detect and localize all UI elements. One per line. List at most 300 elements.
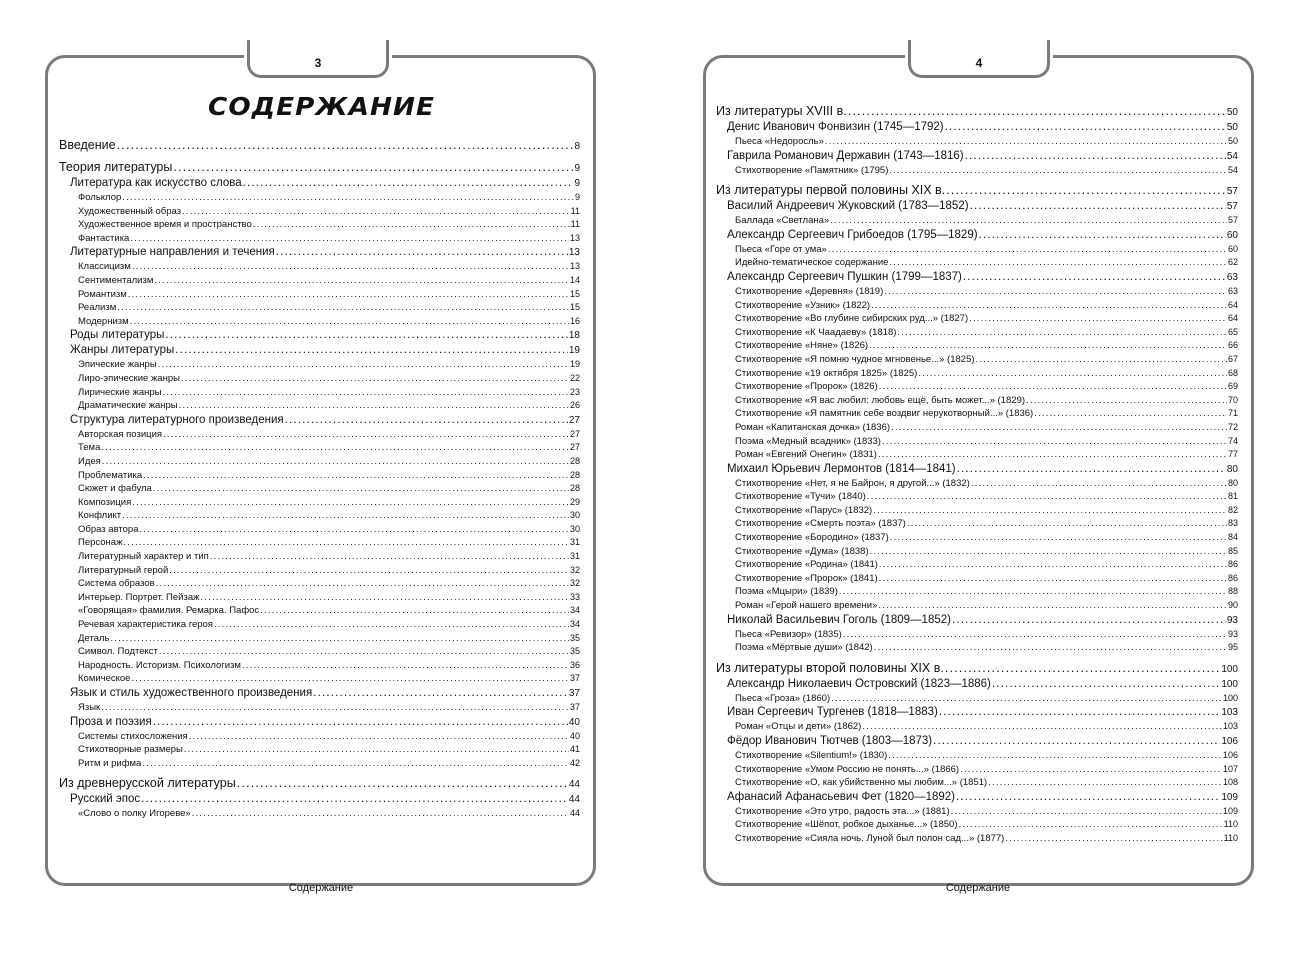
toc-dot-leader — [956, 790, 1220, 805]
toc-entry-title: Теория литературы — [59, 160, 173, 174]
toc-entry-title: Из литературы второй половины XIX в. — [716, 660, 944, 675]
toc-entry — [716, 805, 1238, 819]
toc-entry-title: Стихотворение «Смерть поэта» (1837) — [735, 518, 906, 530]
toc-dot-leader — [889, 256, 1227, 270]
toc-entry — [59, 715, 580, 730]
toc-entry — [716, 394, 1238, 408]
toc-dot-leader — [870, 545, 1227, 559]
toc-dot-leader — [970, 199, 1226, 214]
toc-dot-leader — [192, 807, 569, 821]
toc-dot-leader — [122, 509, 569, 523]
toc-entry-title: Роман «Евгений Онегин» (1831) — [735, 449, 877, 461]
toc-entry — [716, 448, 1238, 462]
toc-entry-title: Пьеса «Ревизор» (1835) — [735, 628, 842, 640]
right-page-footer: Содержание — [945, 882, 1011, 894]
toc-entry-title: Русский эпос — [70, 793, 141, 806]
toc-entry-page: 62 — [1227, 257, 1238, 268]
toc-entry-page: 18 — [568, 330, 580, 342]
toc-entry-title: Стихотворение «Узник» (1822) — [735, 299, 871, 311]
toc-entry-page: 106 — [1222, 750, 1238, 760]
toc-dot-leader — [946, 181, 1226, 199]
toc-entry — [716, 720, 1238, 734]
toc-dot-leader — [158, 358, 569, 372]
toc-entry-page: 32 — [569, 564, 580, 575]
toc-entry-title: «Говорящая» фамилия. Ремарка. Пафос — [78, 605, 260, 617]
toc-entry-page: 13 — [568, 247, 580, 259]
toc-entry-page: 9 — [574, 163, 580, 174]
toc-entry-page: 80 — [1227, 477, 1238, 488]
toc-dot-leader — [210, 550, 569, 564]
toc-entry-title: Александр Сергеевич Грибоедов (1795—1829) — [727, 228, 978, 241]
toc-dot-leader — [945, 120, 1226, 135]
toc-entry — [716, 120, 1238, 135]
toc-entry-page: 80 — [1226, 463, 1238, 475]
toc-entry-title: Стихотворение «Пророк» (1826) — [735, 381, 878, 393]
toc-entry-title: Символ. Подтекст — [78, 646, 158, 658]
toc-entry-title: Стихотворение «Я помню чудное мгновенье...» (1825) — [735, 353, 975, 365]
toc-dot-leader — [285, 413, 568, 428]
toc-entry — [59, 792, 580, 807]
toc-entry — [59, 441, 580, 455]
toc-dot-leader — [165, 328, 568, 343]
toc-dot-leader — [101, 441, 569, 455]
toc-entry — [59, 550, 580, 564]
toc-entry-title: Литературные направления и течения — [70, 246, 275, 259]
toc-entry-page: 8 — [574, 141, 580, 152]
toc-entry-title: Идея — [78, 455, 101, 467]
toc-entry — [716, 692, 1238, 706]
toc-entry — [59, 176, 580, 191]
toc-entry-title: Роман «Капитанская дочка» (1836) — [735, 421, 891, 433]
toc-dot-leader — [882, 435, 1227, 449]
toc-entry-page: 26 — [569, 400, 580, 411]
toc-entry — [716, 228, 1238, 243]
toc-dot-leader — [907, 517, 1227, 531]
right-page-number: 4 — [975, 56, 983, 70]
toc-dot-leader — [878, 448, 1227, 462]
toc-entry-title: Пьеса «Горе от ума» — [735, 243, 827, 255]
toc-entry-title: Ритм и рифма — [78, 757, 142, 769]
toc-entry — [59, 315, 580, 329]
toc-dot-leader — [173, 158, 573, 176]
toc-entry-title: Из литературы первой половины XIX в. — [716, 183, 946, 198]
toc-dot-leader — [871, 299, 1227, 313]
toc-entry-title: Пьеса «Недоросль» — [735, 136, 824, 147]
toc-dot-leader — [132, 496, 569, 510]
toc-dot-leader — [843, 628, 1227, 642]
toc-entry — [716, 256, 1238, 270]
toc-entry-page: 57 — [1226, 186, 1238, 198]
toc-entry-title: Образ автора — [78, 523, 139, 535]
toc-entry-page: 57 — [1226, 201, 1238, 213]
right-toc — [716, 102, 1238, 846]
toc-entry — [716, 285, 1238, 299]
toc-dot-leader — [873, 504, 1227, 518]
toc-dot-leader — [163, 428, 569, 442]
toc-dot-leader — [848, 102, 1226, 120]
toc-entry — [59, 564, 580, 578]
toc-dot-leader — [828, 243, 1227, 257]
toc-dot-leader — [200, 591, 569, 605]
toc-entry — [716, 243, 1238, 257]
toc-entry-page: 37 — [569, 673, 580, 684]
toc-entry — [716, 299, 1238, 313]
toc-entry — [716, 734, 1238, 749]
toc-entry-page: 100 — [1221, 678, 1238, 690]
toc-entry-title: Стихотворение «Пророк» (1841) — [735, 572, 878, 584]
toc-entry-title: Стихотворение «Умом Россию не понять...» (1866) — [735, 763, 960, 775]
toc-entry — [716, 545, 1238, 559]
toc-entry — [59, 386, 580, 400]
toc-entry — [59, 743, 580, 757]
toc-entry — [59, 301, 580, 315]
toc-entry — [59, 469, 580, 483]
toc-entry-page: 19 — [569, 359, 580, 370]
toc-dot-leader — [879, 572, 1227, 586]
toc-dot-leader — [918, 367, 1227, 381]
toc-entry-page: 60 — [1227, 243, 1238, 254]
toc-entry-title: Гаврила Романович Державин (1743—1816) — [727, 149, 964, 162]
toc-entry — [59, 358, 580, 372]
toc-entry-page: 100 — [1222, 692, 1238, 703]
toc-entry-page: 84 — [1227, 532, 1238, 543]
toc-dot-leader — [253, 218, 570, 232]
left-toc — [59, 136, 580, 821]
toc-entry-title: Речевая характеристика героя — [78, 619, 213, 631]
toc-dot-leader — [242, 659, 569, 673]
toc-entry-page: 14 — [569, 274, 580, 285]
toc-entry — [59, 672, 580, 686]
toc-entry-page: 103 — [1222, 721, 1238, 732]
toc-entry-page: 28 — [569, 455, 580, 466]
toc-dot-leader — [878, 599, 1227, 613]
toc-entry — [716, 677, 1238, 692]
toc-entry-page: 103 — [1221, 707, 1238, 719]
toc-entry — [716, 705, 1238, 720]
toc-dot-leader — [214, 618, 569, 632]
toc-entry-title: Стихотворные размеры — [78, 744, 183, 756]
toc-entry-page: 15 — [569, 302, 580, 313]
toc-entry — [716, 818, 1238, 832]
toc-entry — [59, 701, 580, 715]
toc-dot-leader — [143, 469, 569, 483]
toc-entry-title: Проза и поэзия — [70, 715, 152, 728]
toc-dot-leader — [141, 792, 568, 807]
toc-entry-title: Авторская позиция — [78, 428, 163, 440]
toc-entry — [59, 232, 580, 246]
toc-dot-leader — [237, 774, 568, 792]
toc-dot-leader — [830, 214, 1227, 228]
toc-entry — [59, 730, 580, 744]
toc-entry-page: 30 — [569, 510, 580, 521]
toc-entry-title: Стихотворение «Родина» (1841) — [735, 559, 878, 571]
toc-entry — [59, 645, 580, 659]
toc-entry-title: Лиро-эпические жанры — [78, 372, 180, 384]
toc-entry — [59, 496, 580, 510]
toc-entry-page: 23 — [569, 386, 580, 397]
toc-entry — [716, 135, 1238, 149]
toc-entry-title: Сентиментализм — [78, 274, 154, 286]
toc-dot-leader — [153, 715, 568, 730]
toc-entry-page: 107 — [1222, 763, 1238, 774]
toc-entry-page: 11 — [570, 205, 580, 216]
toc-entry-title: Стихотворение «Деревня» (1819) — [735, 285, 884, 297]
toc-dot-leader — [140, 523, 569, 537]
toc-dot-leader — [156, 577, 569, 591]
toc-entry — [716, 199, 1238, 214]
toc-dot-leader — [825, 135, 1227, 149]
toc-entry — [59, 591, 580, 605]
toc-dot-leader — [945, 659, 1220, 677]
toc-entry — [59, 288, 580, 302]
toc-entry-page: 27 — [569, 442, 580, 453]
toc-dot-leader — [123, 536, 569, 550]
toc-entry — [716, 504, 1238, 518]
toc-entry — [716, 214, 1238, 228]
toc-entry-page: 30 — [569, 523, 580, 534]
toc-entry-title: Деталь — [78, 632, 110, 644]
toc-entry-page: 54 — [1227, 164, 1238, 175]
toc-dot-leader — [988, 776, 1222, 790]
toc-entry-title: Василий Андреевич Жуковский (1783—1852) — [727, 200, 969, 213]
toc-dot-leader — [939, 705, 1220, 720]
toc-entry-page: 37 — [568, 688, 580, 699]
toc-dot-leader — [110, 632, 569, 646]
toc-dot-leader — [182, 205, 570, 219]
toc-entry — [59, 523, 580, 537]
toc-entry-page: 15 — [569, 288, 580, 299]
toc-entry — [59, 191, 580, 205]
toc-dot-leader — [874, 641, 1227, 655]
toc-entry-page: 35 — [569, 632, 580, 643]
toc-entry — [59, 218, 580, 232]
toc-dot-leader — [153, 482, 569, 496]
toc-entry-page: 95 — [1227, 642, 1238, 653]
toc-entry — [716, 763, 1238, 777]
left-page-number: 3 — [314, 56, 322, 70]
toc-entry-page: 27 — [569, 428, 580, 439]
toc-entry-title: Сюжет и фабула — [78, 483, 152, 495]
toc-entry-title: Комическое — [78, 673, 131, 685]
toc-dot-leader — [131, 672, 569, 686]
toc-entry — [716, 339, 1238, 353]
toc-entry-title: Язык и стиль художественного произведения — [70, 687, 313, 699]
toc-entry — [716, 435, 1238, 449]
toc-dot-leader — [179, 399, 569, 413]
toc-entry-title: Стихотворение «Нет, я не Байрон, я другой...» (1832) — [735, 477, 970, 489]
toc-entry-page: 81 — [1227, 491, 1238, 502]
toc-entry-title: Поэма «Медный всадник» (1833) — [735, 435, 881, 447]
toc-entry-page: 63 — [1227, 285, 1238, 296]
toc-entry — [59, 686, 580, 701]
toc-entry — [716, 572, 1238, 586]
toc-entry-page: 77 — [1227, 449, 1238, 460]
toc-dot-leader — [102, 455, 569, 469]
toc-entry — [59, 372, 580, 386]
toc-entry-title: Денис Иванович Фонвизин (1745—1792) — [727, 121, 944, 133]
toc-dot-leader — [951, 805, 1222, 819]
toc-entry — [59, 428, 580, 442]
toc-entry — [716, 421, 1238, 435]
left-page-footer: Содержание — [288, 882, 354, 894]
toc-entry-title: Из древнерусской литературы — [59, 776, 236, 791]
toc-entry-page: 90 — [1227, 600, 1238, 611]
toc-entry-page: 71 — [1227, 408, 1238, 419]
toc-entry-page: 110 — [1223, 832, 1238, 843]
toc-entry-title: Литературный характер и тип — [78, 551, 209, 563]
toc-entry-title: Романтизм — [78, 288, 127, 300]
toc-entry-title: Эпические жанры — [78, 359, 157, 371]
toc-dot-leader — [130, 232, 569, 246]
toc-entry — [716, 477, 1238, 491]
toc-entry — [59, 577, 580, 591]
toc-entry-title: Иван Сергеевич Тургенев (1818—1883) — [727, 706, 938, 719]
toc-entry — [716, 164, 1238, 178]
toc-dot-leader — [960, 763, 1222, 777]
toc-entry-page: 100 — [1221, 663, 1238, 675]
toc-entry-title: Стихотворение «Дума» (1838) — [735, 545, 869, 557]
toc-entry — [716, 367, 1238, 381]
toc-entry — [716, 641, 1238, 655]
toc-entry — [716, 613, 1238, 628]
toc-entry-page: 50 — [1226, 122, 1238, 133]
toc-entry-page: 63 — [1226, 271, 1238, 283]
toc-dot-leader — [867, 490, 1227, 504]
toc-entry-page: 85 — [1227, 545, 1238, 556]
toc-dot-leader — [313, 686, 568, 701]
toc-entry-title: Поэма «Мёртвые души» (1842) — [735, 642, 873, 654]
toc-entry-page: 54 — [1226, 150, 1238, 162]
toc-entry-page: 42 — [569, 757, 580, 768]
toc-entry-title: Александр Сергеевич Пушкин (1799—1837) — [727, 270, 962, 283]
toc-entry — [716, 326, 1238, 340]
toc-entry — [59, 455, 580, 469]
toc-entry-title: Жанры литературы — [70, 344, 175, 357]
toc-entry-title: Фантастика — [78, 232, 130, 244]
toc-dot-leader — [1005, 832, 1222, 846]
toc-entry — [716, 558, 1238, 572]
toc-entry-title: Стихотворение «Я памятник себе воздвиг нерукотворный...» (1836) — [735, 408, 1034, 420]
toc-entry-title: Художественное время и пространство — [78, 219, 252, 231]
toc-entry-title: Проблематика — [78, 469, 143, 481]
toc-entry-page: 34 — [569, 619, 580, 630]
toc-entry — [716, 102, 1238, 120]
toc-entry-title: Литературный герой — [78, 564, 169, 576]
toc-entry-title: Баллада «Светлана» — [735, 215, 830, 227]
toc-entry — [59, 343, 580, 358]
toc-entry-page: 57 — [1227, 215, 1238, 226]
toc-entry-title: Александр Николаевич Островский (1823—1886) — [727, 677, 991, 690]
toc-dot-leader — [831, 692, 1222, 706]
toc-dot-leader — [169, 564, 569, 578]
toc-entry-title: Из литературы XVIII в. — [716, 104, 847, 118]
toc-dot-leader — [130, 315, 569, 329]
toc-dot-leader — [888, 749, 1222, 763]
toc-entry-title: Конфликт — [78, 510, 122, 522]
toc-entry — [59, 413, 580, 428]
toc-entry-page: 13 — [569, 261, 580, 272]
toc-entry — [59, 509, 580, 523]
toc-entry-page: 11 — [570, 219, 580, 230]
toc-entry-page: 69 — [1227, 381, 1238, 392]
toc-entry — [716, 312, 1238, 326]
toc-entry-page: 83 — [1227, 518, 1238, 529]
toc-dot-leader — [889, 164, 1227, 178]
toc-dot-leader — [117, 136, 574, 154]
toc-entry — [716, 181, 1238, 199]
toc-entry-title: Персонаж — [78, 537, 123, 549]
toc-entry-title: Структура литературного произведения — [70, 413, 284, 426]
toc-entry-page: 34 — [569, 605, 580, 616]
toc-entry-title: Роды литературы — [70, 329, 165, 342]
toc-entry — [59, 618, 580, 632]
toc-entry-page: 29 — [569, 496, 580, 507]
toc-entry-title: Стихотворение «Я вас любил: любовь ещё, быть может...» (1829) — [735, 394, 1026, 406]
toc-entry-page: 64 — [1227, 299, 1238, 310]
toc-entry-page: 36 — [569, 659, 580, 670]
toc-entry-title: Классицизм — [78, 261, 131, 273]
toc-entry-page: 82 — [1227, 504, 1238, 515]
toc-entry-title: «Слово о полку Игореве» — [78, 808, 191, 820]
toc-entry-page: 67 — [1227, 353, 1238, 364]
toc-entry — [59, 328, 580, 343]
toc-entry-page: 110 — [1223, 819, 1238, 830]
toc-entry — [716, 749, 1238, 763]
toc-entry-title: Драматические жанры — [78, 400, 178, 412]
toc-entry-page: 28 — [569, 483, 580, 494]
toc-entry-page: 9 — [574, 192, 580, 202]
toc-entry-page: 86 — [1227, 572, 1238, 583]
toc-entry — [59, 136, 580, 154]
toc-entry-page: 66 — [1227, 340, 1238, 351]
toc-entry-title: Лирические жанры — [78, 386, 162, 398]
toc-dot-leader — [862, 720, 1222, 734]
toc-entry-title: Тема — [78, 442, 101, 454]
toc-dot-leader — [175, 343, 568, 358]
toc-entry — [716, 628, 1238, 642]
toc-entry — [59, 659, 580, 673]
toc-entry-title: Стихотворение «Няне» (1826) — [735, 340, 869, 352]
toc-dot-leader — [1034, 407, 1227, 421]
toc-entry-page: 72 — [1227, 421, 1238, 432]
toc-dot-leader — [117, 301, 569, 315]
toc-entry — [716, 380, 1238, 394]
toc-entry-page: 31 — [569, 551, 580, 562]
toc-entry-title: Фольклор — [78, 192, 122, 203]
toc-dot-leader — [933, 734, 1220, 749]
toc-dot-leader — [260, 604, 569, 618]
toc-entry — [59, 158, 580, 176]
toc-entry-title: Интерьер. Портрет. Пейзаж — [78, 591, 200, 603]
toc-dot-leader — [181, 372, 569, 386]
toc-entry-page: 50 — [1227, 136, 1238, 146]
toc-entry-title: Стихотворение «Silentium!» (1830) — [735, 750, 888, 761]
toc-entry — [59, 774, 580, 792]
toc-dot-leader — [963, 270, 1226, 285]
toc-dot-leader — [128, 288, 569, 302]
toc-entry-page: 86 — [1227, 559, 1238, 570]
toc-dot-leader — [965, 149, 1226, 164]
toc-entry — [716, 149, 1238, 164]
toc-entry-page: 44 — [569, 808, 580, 819]
toc-entry-page: 109 — [1222, 805, 1238, 816]
toc-dot-leader — [142, 757, 569, 771]
toc-entry-title: Реализм — [78, 302, 117, 314]
toc-entry-title: Стихотворение «19 октября 1825» (1825) — [735, 367, 918, 379]
toc-entry — [59, 399, 580, 413]
toc-entry-title: Стихотворение «К Чаадаеву» (1818) — [735, 326, 897, 338]
toc-entry — [716, 353, 1238, 367]
